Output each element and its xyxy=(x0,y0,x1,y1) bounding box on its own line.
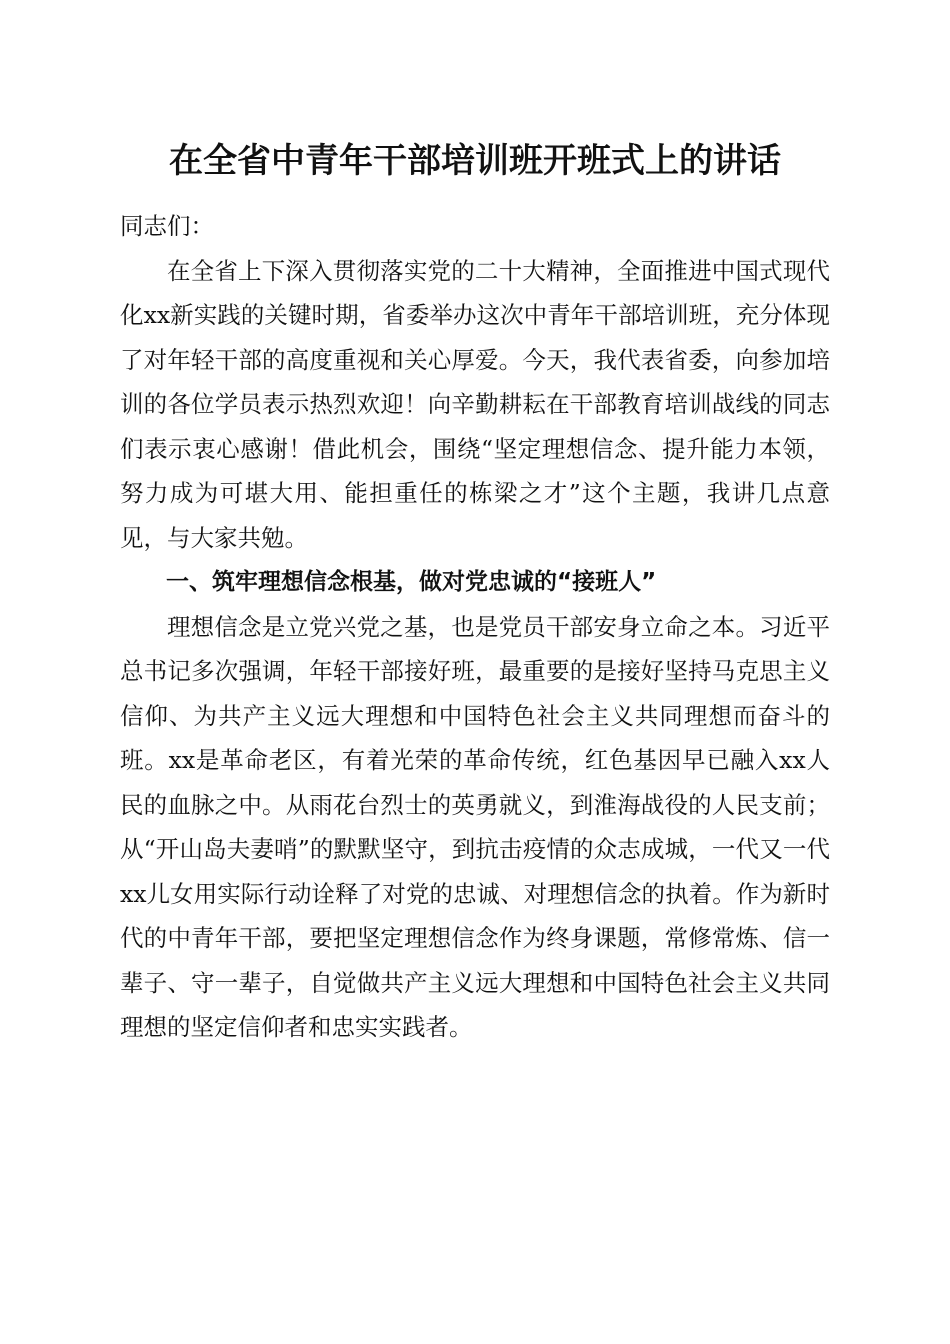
salutation: 同志们： xyxy=(120,212,214,240)
document-title: 在全省中青年干部培训班开班式上的讲话 xyxy=(169,141,781,181)
paragraph-intro: 在全省上下深入贯彻落实党的二十大精神，全面推进中国式现代化xx新实践的关键时期，省委举办这次中青年干部培训班，充分体现了对年轻干部的高度重视和关心厚爱。今天，我代表省委，向参加培训的各位学员表示热烈欢迎！向辛勤耕耘在干部教育培训战线的同志们表示衷心感谢！借此机会，围绕“坚定理想信念、提升能力本领，努力成为可堪大用、能担重任的栋梁之才”这个主题，我讲几点意见，与大家共勉。 xyxy=(120,256,830,552)
document-body xyxy=(120,204,830,1050)
section-heading-1: 一、筑牢理想信念根基，做对党忠诚的“接班人” xyxy=(166,569,657,595)
paragraph-section1: 理想信念是立党兴党之基，也是党员干部安身立命之本。习近平总书记多次强调，年轻干部接好班，最重要的是接好坚持马克思主义信仰、为共产主义远大理想和中国特色社会主义共同理想而奋斗的班。xx是革命老区，有着光荣的革命传统，红色基因早已融入xx人民的血脉之中。从雨花台烈士的英勇就义，到淮海战役的人民支前；从“开山岛夫妻哨”的默默坚守，到抗击疫情的众志成城，一代又一代xx儿女用实际行动诠释了对党的忠诚、对理想信念的执着。作为新时代的中青年干部，要把坚定理想信念作为终身课题，常修常炼、信一辈子、守一辈子，自觉做共产主义远大理想和中国特色社会主义共同理想的坚定信仰者和忠实实践者。 xyxy=(120,612,830,1041)
